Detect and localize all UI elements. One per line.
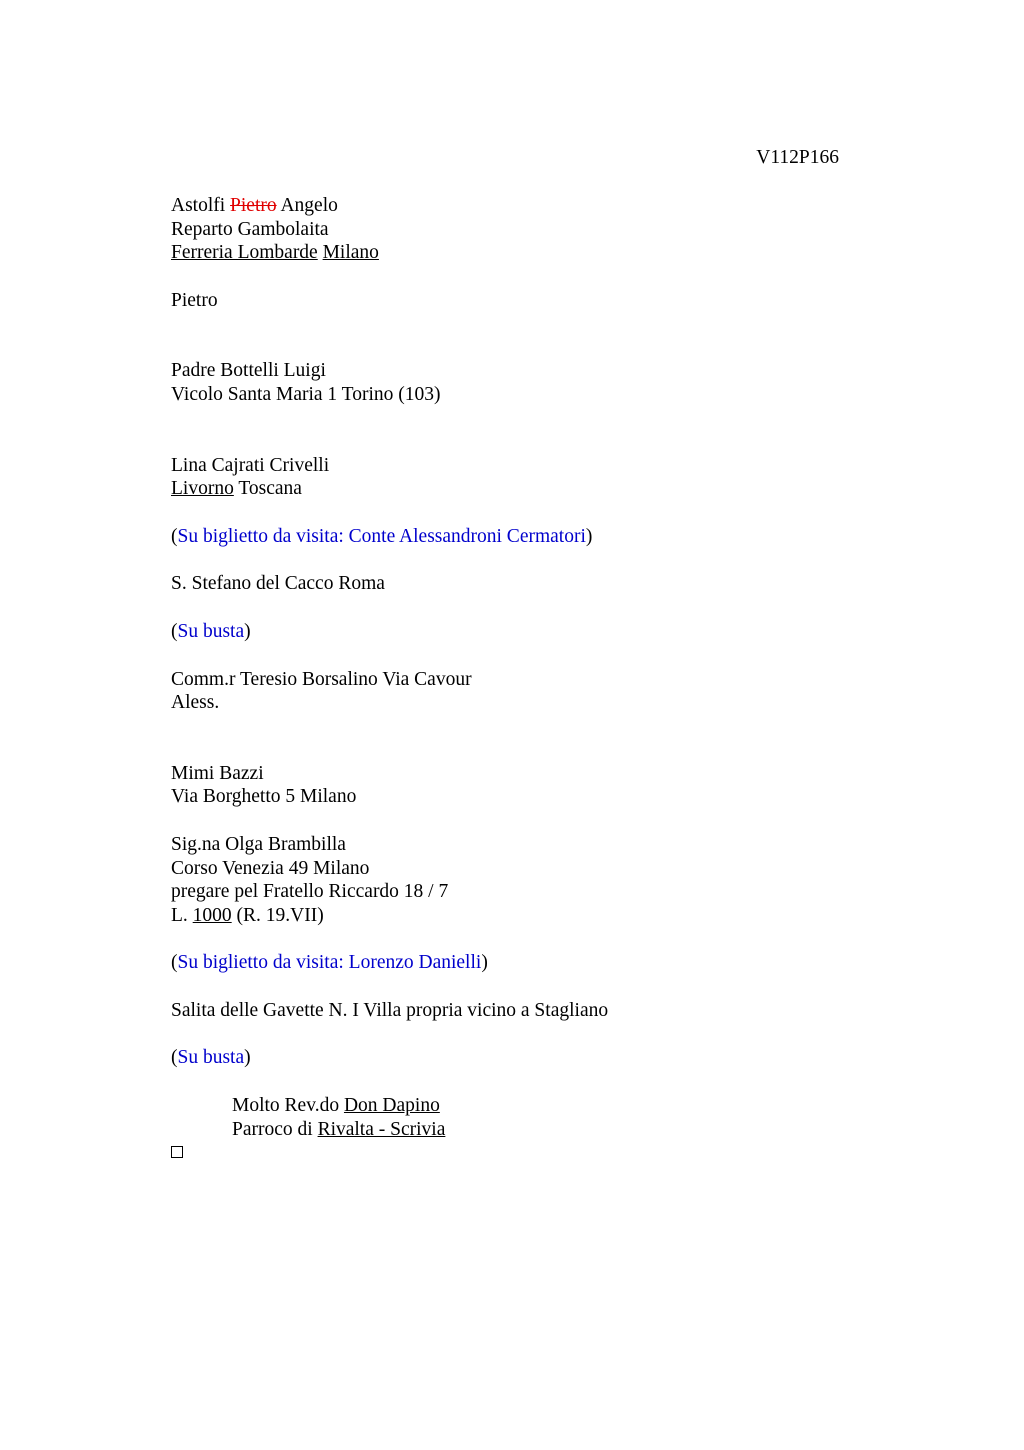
entry-dapino-name xyxy=(171,1094,871,1118)
entry-borsalino-city: Aless. xyxy=(171,692,220,714)
note-card-1 xyxy=(171,525,871,549)
paren-close: ) xyxy=(585,525,593,547)
title-prefix: Molto Rev.do xyxy=(232,1095,340,1117)
entry-brambilla-note: pregare pel Fratello Riccardo 18 / 7 xyxy=(171,881,449,903)
paren-open: ( xyxy=(171,525,178,547)
note-text: Su biglietto da visita: Lorenzo Danielli xyxy=(177,952,482,974)
entry-astolfi-name xyxy=(171,194,871,218)
entry-dapino-parish xyxy=(171,1118,871,1142)
given-name: Angelo xyxy=(280,195,338,216)
paren-close: ) xyxy=(244,620,251,642)
paren-open: ( xyxy=(171,1047,178,1069)
entry-astolfi-company xyxy=(171,241,871,265)
company-city: Milano xyxy=(322,242,379,264)
person-name: Don Dapino xyxy=(343,1095,440,1117)
entry-bazzi-name: Mimi Bazzi xyxy=(171,762,264,784)
note-envelope-2 xyxy=(171,1046,871,1070)
entry-cajrati-name: Lina Cajrati Crivelli xyxy=(171,454,330,476)
entry-astolfi-dept: Reparto Gambolaita xyxy=(171,218,329,240)
entry-cajrati-place xyxy=(171,477,871,501)
paren-open: ( xyxy=(171,620,178,642)
note-text: Su busta xyxy=(177,620,245,642)
note-text: Su biglietto da visita: Conte Alessandroni Cermatori xyxy=(177,525,586,547)
amount: 1000 xyxy=(192,904,232,926)
entry-bottelli-name: Padre Bottelli Luigi xyxy=(171,360,326,382)
entry-borsalino-name: Comm.r Teresio Borsalino Via Cavour xyxy=(171,668,472,690)
city: Livorno xyxy=(171,478,234,500)
parish-prefix: Parroco di xyxy=(232,1118,313,1140)
paren-close: ) xyxy=(481,952,488,974)
entry-brambilla-address: Corso Venezia 49 Milano xyxy=(171,857,370,879)
entry-brambilla-name: Sig.na Olga Brambilla xyxy=(171,833,346,855)
note-text: Su busta xyxy=(177,1047,245,1069)
entry-pietro: Pietro xyxy=(171,289,218,311)
region: Toscana xyxy=(238,478,302,500)
note-envelope-1 xyxy=(171,620,871,644)
document-body xyxy=(171,194,871,1165)
surname: Astolfi xyxy=(171,195,226,216)
amount-suffix: (R. 19.VII) xyxy=(236,904,324,926)
paren-open: ( xyxy=(171,952,178,974)
note-card-2 xyxy=(171,951,871,975)
currency-prefix: L. xyxy=(171,904,188,926)
entry-stefano: S. Stefano del Cacco Roma xyxy=(171,573,385,595)
struck-name: Pietro xyxy=(230,195,277,216)
entry-gavette: Salita delle Gavette N. I Villa propria vicino a Stagliano xyxy=(171,999,609,1021)
entry-bottelli-address: Vicolo Santa Maria 1 Torino (103) xyxy=(171,383,441,405)
company-name: Ferreria Lombarde xyxy=(171,242,318,264)
checkbox-row xyxy=(171,1141,871,1165)
entry-brambilla-amount xyxy=(171,904,871,928)
parish-place: Rivalta - Scrivia xyxy=(317,1118,446,1140)
page-id: V112P166 xyxy=(756,147,839,168)
entry-bazzi-address: Via Borghetto 5 Milano xyxy=(171,786,357,808)
paren-close: ) xyxy=(244,1047,251,1069)
empty-box-icon xyxy=(171,1146,183,1158)
